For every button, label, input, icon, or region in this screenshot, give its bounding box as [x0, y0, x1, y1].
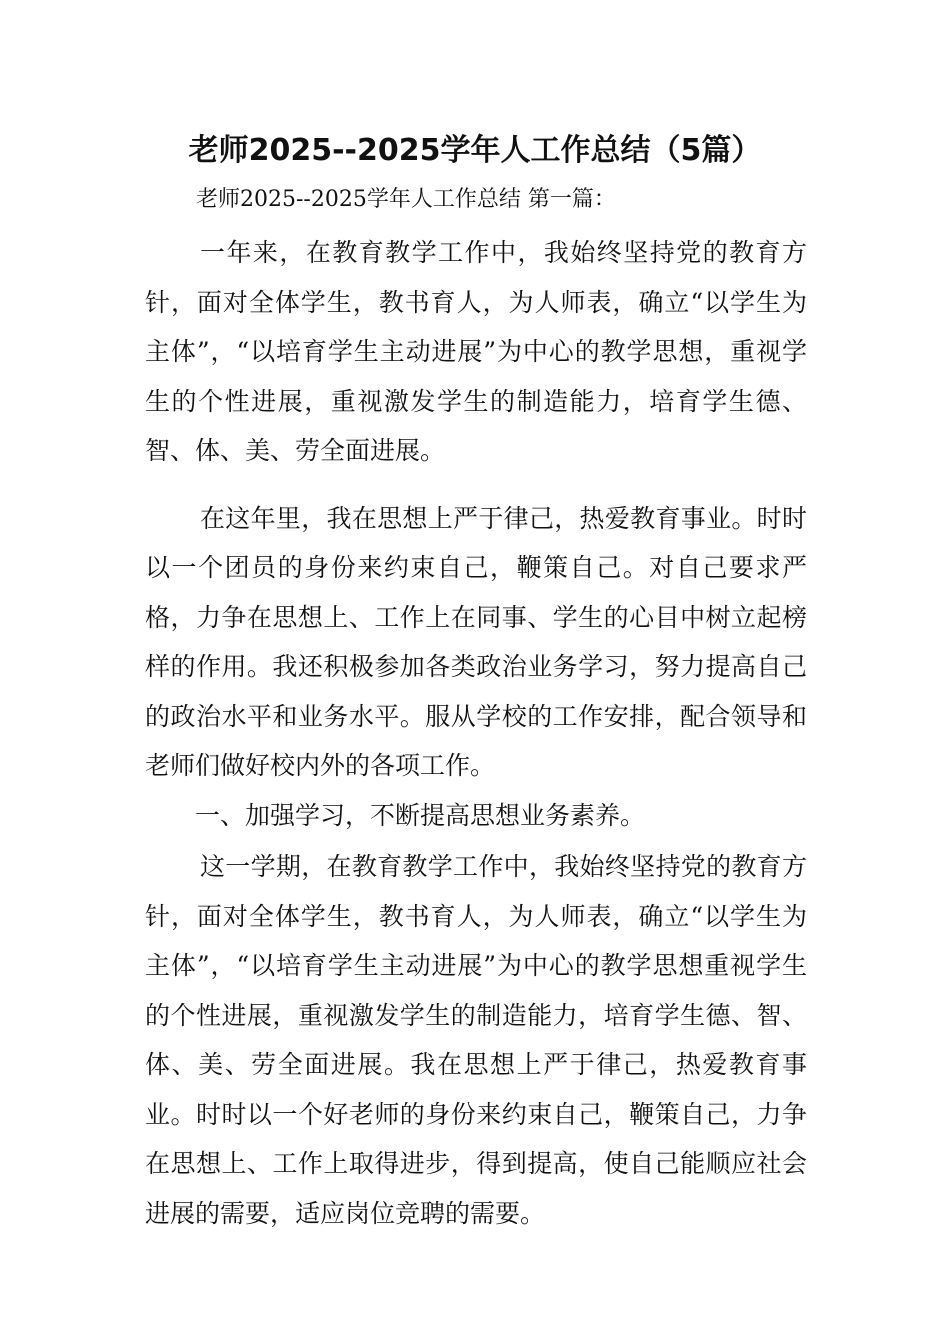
document-subtitle: 老师2025--2025学年人工作总结 第一篇： [196, 187, 616, 212]
paragraph-2: 在这年里，我在思想上严于律己，热爱教育事业。时时以一个团员的身份来约束自己，鞭策自己。对自己要求严格，力争在思想上、工作上在同事、学生的心目中树立起榜样的作用。我还积极参加各类政治业务学习，努力提高自己的政治水平和业务水平。服从学校的工作安排，配合领导和老师们做好校内外的各项工作。 [145, 503, 807, 780]
section-paragraph: 这一学期，在教育教学工作中，我始终坚持党的教育方针，面对全体学生，教书育人，为人师表，确立“以学生为主体”，“以培育学生主动进展”为中心的教学思想重视学生的个性进展，重视激发学生的制造能力，培育学生德、智、体、美、劳全面进展。我在思想上严于律己，热爱教育事业。时时以一个好老师的身份来约束自己，鞭策自己，力争在思想上、工作上取得进步，得到提高，使自己能顺应社会进展的需要，适应岗位竞聘的需要。 [145, 852, 807, 1228]
document-title: 老师2025--2025学年人工作总结（5篇） [188, 133, 762, 168]
paragraph-1: 一年来，在教育教学工作中，我始终坚持党的教育方针，面对全体学生，教书育人，为人师表，确立“以学生为主体”，“以培育学生主动进展”为中心的教学思想，重视学生的个性进展，重视激发学生的制造能力，培育学生德、智、体、美、劳全面进展。 [145, 238, 807, 465]
document-body [145, 228, 807, 1238]
section-heading: 一、加强学习，不断提高思想业务素养。 [195, 800, 646, 830]
